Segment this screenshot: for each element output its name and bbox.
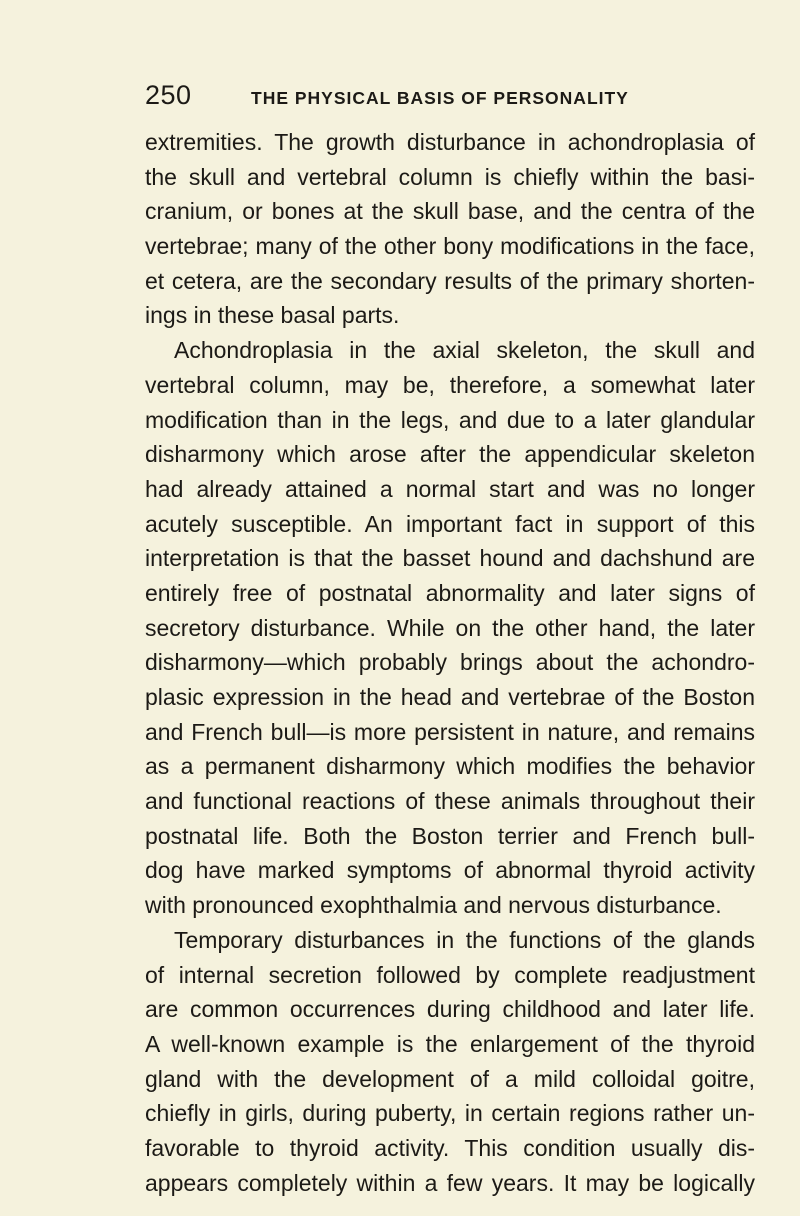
- text-line: appears completely within a few years. It may be logically: [145, 1169, 755, 1196]
- text-line: gland with the development of a mild colloidal goitre,: [145, 1065, 755, 1092]
- text-line: had already attained a normal start and was no longer: [145, 475, 755, 502]
- text-line: vertebrae; many of the other bony modifications in the face,: [145, 233, 755, 260]
- text-line: chiefly in girls, during puberty, in certain regions rather un-: [145, 1100, 755, 1127]
- text-line: cranium, or bones at the skull base, and the centra of the: [145, 198, 755, 225]
- page-number: 250: [145, 80, 192, 110]
- text-line: ings in these basal parts.: [145, 302, 400, 329]
- text-line: extremities. The growth disturbance in achondroplasia of: [145, 129, 755, 155]
- running-head: [145, 80, 755, 120]
- text-line: secretory disturbance. While on the other hand, the later: [145, 614, 755, 641]
- body-text: [145, 125, 755, 1200]
- text-line: postnatal life. Both the Boston terrier and French bull-: [145, 822, 755, 849]
- text-line: Temporary disturbances in the functions of the glands: [174, 926, 755, 953]
- text-line: dog have marked symptoms of abnormal thyroid activity: [145, 857, 755, 884]
- text-line: of internal secretion followed by complete readjustment: [145, 961, 755, 988]
- text-line: acutely susceptible. An important fact in support of this: [145, 510, 755, 537]
- text-line: interpretation is that the basset hound and dachshund are: [145, 545, 755, 572]
- text-line: A well-known example is the enlargement of the thyroid: [145, 1030, 755, 1057]
- running-title: THE PHYSICAL BASIS OF PERSONALITY: [251, 88, 629, 108]
- text-line: with pronounced exophthalmia and nervous disturbance.: [145, 892, 722, 919]
- text-line: disharmony which arose after the appendicular skeleton: [145, 441, 755, 468]
- text-line: disharmony—which probably brings about the achondro-: [145, 649, 755, 676]
- text-line: plasic expression in the head and vertebrae of the Boston: [145, 684, 755, 710]
- text-line: favorable to thyroid activity. This condition usually dis-: [145, 1134, 755, 1161]
- text-line: entirely free of postnatal abnormality and later signs of: [145, 579, 755, 606]
- text-line: Achondroplasia in the axial skeleton, the skull and: [174, 337, 755, 364]
- text-line: and French bull—is more persistent in nature, and remains: [145, 718, 755, 745]
- text-line: as a permanent disharmony which modifies the behavior: [145, 753, 755, 780]
- text-line: et cetera, are the secondary results of the primary shorten-: [145, 267, 755, 294]
- text-line: and functional reactions of these animals throughout their: [145, 788, 755, 815]
- text-line: are common occurrences during childhood and later life.: [145, 996, 755, 1023]
- text-line: modification than in the legs, and due to a later glandular: [145, 406, 755, 433]
- text-line: vertebral column, may be, therefore, a somewhat later: [145, 371, 755, 398]
- text-line: the skull and vertebral column is chiefly within the basi-: [145, 163, 755, 190]
